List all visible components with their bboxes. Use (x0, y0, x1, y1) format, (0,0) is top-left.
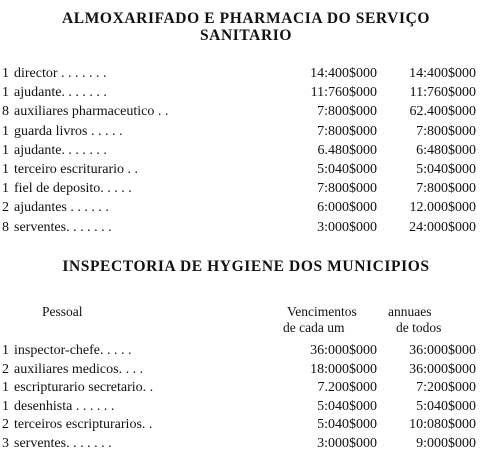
role-label-cell: terceiro escriturario . . (14, 162, 138, 177)
role-label-cell: ajudante. . . . . . . (14, 142, 107, 158)
quantity-cell: 1 (2, 66, 9, 81)
role-label-cell: auxiliares medicos. . . . (14, 361, 144, 377)
section2-title: INSPECTORIA DE HYGIENE DOS MUNICIPIOS (62, 258, 430, 275)
role-label-cell: terceiros escripturarios. . (14, 417, 153, 433)
salary-each-cell: 6.480$000 (317, 142, 377, 158)
role-label-cell: ajudantes . . . . . . (14, 200, 109, 216)
salary-each-cell: 3:000$000 (317, 436, 377, 451)
quantity-cell: 3 (2, 436, 9, 451)
salary-each-cell: 7:800$000 (317, 181, 377, 197)
table-row (0, 435, 492, 453)
salary-total-cell: 62.400$000 (409, 104, 476, 120)
salary-each-cell: 3:000$000 (317, 219, 377, 235)
role-label-cell: guarda livros . . . . . (14, 123, 123, 139)
table-row (0, 180, 492, 198)
salary-total-cell: 36:000$000 (409, 343, 476, 358)
salary-total-cell: 9:000$000 (416, 436, 476, 451)
table-row (0, 379, 492, 397)
salary-total-cell: 5:040$000 (416, 398, 476, 414)
salary-each-cell: 36:000$000 (310, 343, 377, 358)
table-row (0, 84, 492, 102)
role-label-cell: director . . . . . . . (14, 66, 107, 81)
column-header-de-cada-um: de cada um (283, 320, 345, 335)
salary-total-cell: 14:400$000 (409, 66, 476, 81)
quantity-cell: 1 (2, 85, 9, 101)
quantity-cell: 8 (2, 219, 9, 235)
table-row (0, 398, 492, 416)
section1-title-line1: ALMOXARIFADO E PHARMACIA DO SERVIÇO (61, 10, 431, 27)
role-label-cell: auxiliares pharmaceutico . . (14, 104, 169, 120)
table-row (0, 199, 492, 217)
quantity-cell: 1 (2, 142, 9, 158)
salary-each-cell: 5:040$000 (317, 162, 377, 177)
table-row (0, 103, 492, 121)
salary-each-cell: 7:800$000 (317, 123, 377, 139)
salary-total-cell: 24:000$000 (409, 219, 476, 235)
salary-each-cell: 5:040$000 (317, 417, 377, 433)
salary-total-cell: 10:080$000 (409, 417, 476, 433)
table-row (0, 161, 492, 179)
section1-title-line2: SANITARIO (199, 27, 293, 44)
salary-each-cell: 18:000$000 (310, 361, 377, 377)
quantity-cell: 2 (2, 200, 9, 216)
column-header-vencimentos: Vencimentos (287, 304, 357, 319)
salary-each-cell: 11:760$000 (310, 85, 377, 101)
salary-total-cell: 7:800$000 (416, 123, 476, 139)
salary-total-cell: 11:760$000 (409, 85, 476, 101)
salary-total-cell: 5:040$000 (416, 162, 476, 177)
quantity-cell: 1 (2, 343, 9, 358)
salary-each-cell: 7:800$000 (317, 104, 377, 120)
quantity-cell: 1 (2, 380, 9, 396)
table-row (0, 123, 492, 141)
role-label-cell: inspector-chefe. . . . . (14, 343, 132, 358)
quantity-cell: 1 (2, 162, 9, 177)
role-label-cell: ajudante. . . . . . . (14, 85, 107, 101)
role-label-cell: desenhista . . . . . . (14, 398, 115, 414)
table-row (0, 416, 492, 434)
table-row (0, 342, 492, 360)
table-row (0, 65, 492, 83)
salary-each-cell: 5:040$000 (317, 398, 377, 414)
table-row (0, 142, 492, 160)
column-header-annuaes: annuaes (388, 304, 432, 319)
table-row (0, 219, 492, 237)
column-header-pessoal: Pessoal (42, 304, 83, 319)
salary-total-cell: 36:000$000 (409, 361, 476, 377)
salary-each-cell: 14:400$000 (310, 66, 377, 81)
role-label-cell: fiel de deposito. . . . . (14, 181, 132, 197)
quantity-cell: 1 (2, 181, 9, 197)
salary-total-cell: 6:480$000 (416, 142, 476, 158)
quantity-cell: 1 (2, 123, 9, 139)
quantity-cell: 2 (2, 417, 9, 433)
column-header-de-todos: de todos (396, 320, 442, 335)
quantity-cell: 1 (2, 398, 9, 414)
salary-total-cell: 7:800$000 (416, 181, 476, 197)
salary-each-cell: 6:000$000 (317, 200, 377, 216)
quantity-cell: 8 (2, 104, 9, 120)
role-label-cell: escripturario secretario. . (14, 380, 154, 396)
table-row (0, 361, 492, 379)
salary-total-cell: 12.000$000 (409, 200, 476, 216)
salary-total-cell: 7:200$000 (416, 380, 476, 396)
role-label-cell: serventes. . . . . . . (14, 219, 112, 235)
role-label-cell: serventes. . . . . . . (14, 436, 112, 451)
salary-each-cell: 7.200$000 (317, 380, 377, 396)
quantity-cell: 2 (2, 361, 9, 377)
